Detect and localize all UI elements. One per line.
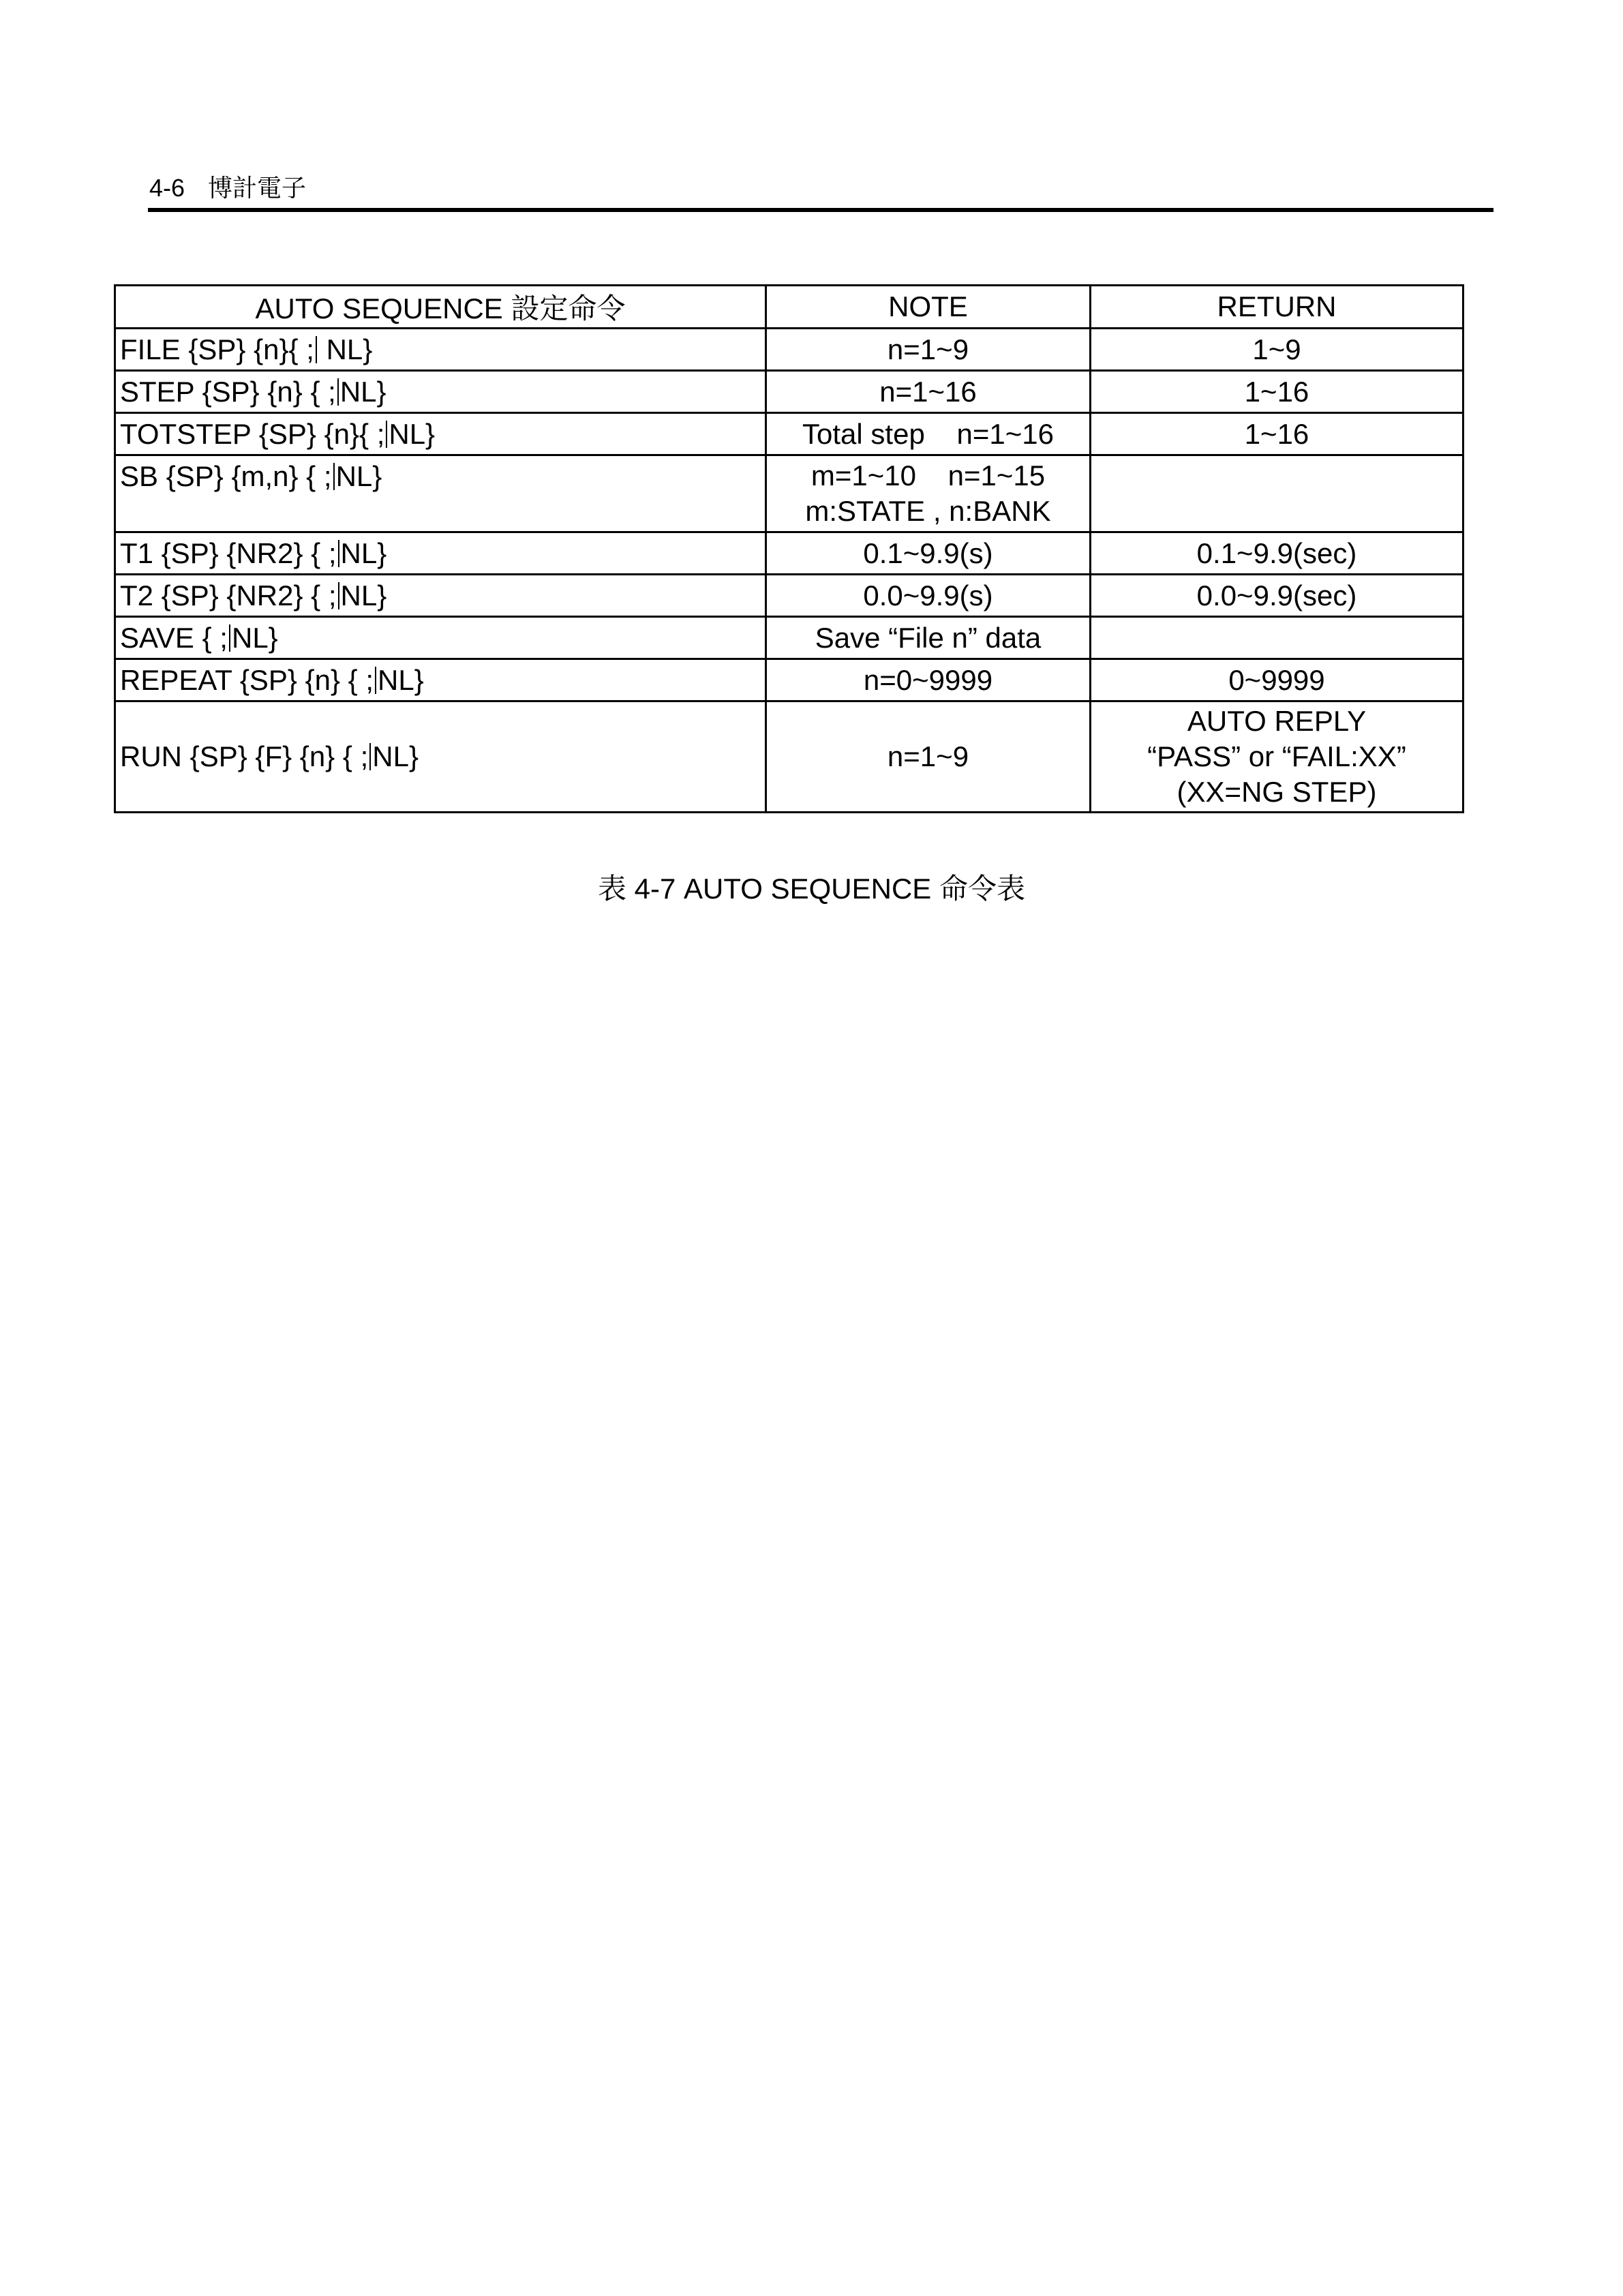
- return-cell: 0~9999: [1091, 659, 1463, 701]
- note-cell: n=1~9: [766, 701, 1091, 813]
- auto-sequence-command-table: [114, 284, 1464, 813]
- return-cell: [1091, 617, 1463, 659]
- table-header-row: [115, 286, 1463, 329]
- pipe-separator: [375, 667, 376, 694]
- pipe-separator: [386, 421, 387, 448]
- command-cell: SAVE { ; NL}: [115, 617, 766, 659]
- command-cell: SB {SP} {m,n} { ; NL}: [115, 455, 766, 532]
- column-header-note: NOTE: [766, 286, 1091, 329]
- table-caption: 表 4-7 AUTO SEQUENCE 命令表: [597, 873, 1025, 905]
- page-number: 4-6: [149, 174, 185, 202]
- company-name: 博計電子: [208, 174, 307, 202]
- command-cell: T1 {SP} {NR2} { ; NL}: [115, 532, 766, 575]
- pipe-separator: [338, 582, 339, 609]
- note-cell: 0.0~9.9(s): [766, 575, 1091, 617]
- return-cell: 1~16: [1091, 371, 1463, 413]
- table-row: [115, 329, 1463, 371]
- command-cell: RUN {SP} {F} {n} { ; NL}: [115, 701, 766, 813]
- table-row: [115, 371, 1463, 413]
- pipe-separator: [229, 624, 230, 652]
- command-cell: REPEAT {SP} {n} { ; NL}: [115, 659, 766, 701]
- command-cell: STEP {SP} {n} { ; NL}: [115, 371, 766, 413]
- table-row: [115, 455, 1463, 532]
- table-row: [115, 532, 1463, 575]
- table-row: [115, 413, 1463, 455]
- pipe-separator: [316, 336, 317, 363]
- page-header: [149, 173, 306, 203]
- note-cell: n=1~16: [766, 371, 1091, 413]
- pipe-separator: [338, 540, 339, 567]
- return-cell: 1~16: [1091, 413, 1463, 455]
- pipe-separator: [369, 743, 371, 770]
- table-row: [115, 617, 1463, 659]
- table-row: [115, 659, 1463, 701]
- column-header-command: AUTO SEQUENCE 設定命令: [115, 286, 766, 329]
- note-cell: n=1~9: [766, 329, 1091, 371]
- return-cell: 0.1~9.9(sec): [1091, 532, 1463, 575]
- return-cell: 0.0~9.9(sec): [1091, 575, 1463, 617]
- command-cell: TOTSTEP {SP} {n}{ ; NL}: [115, 413, 766, 455]
- return-cell: AUTO REPLY “PASS” or “FAIL:XX” (XX=NG STEP): [1091, 701, 1463, 813]
- note-cell: Save “File n” data: [766, 617, 1091, 659]
- column-header-return: RETURN: [1091, 286, 1463, 329]
- pipe-separator: [337, 378, 339, 406]
- return-cell: 1~9: [1091, 329, 1463, 371]
- note-cell: 0.1~9.9(s): [766, 532, 1091, 575]
- note-cell: n=0~9999: [766, 659, 1091, 701]
- pipe-separator: [333, 463, 335, 490]
- note-cell: Total step n=1~16: [766, 413, 1091, 455]
- return-cell: [1091, 455, 1463, 532]
- command-cell: FILE {SP} {n}{ ; NL}: [115, 329, 766, 371]
- command-cell: T2 {SP} {NR2} { ; NL}: [115, 575, 766, 617]
- table-row: [115, 701, 1463, 813]
- table-row: [115, 575, 1463, 617]
- header-rule: [148, 208, 1493, 212]
- note-cell: m=1~10 n=1~15 m:STATE , n:BANK: [766, 455, 1091, 532]
